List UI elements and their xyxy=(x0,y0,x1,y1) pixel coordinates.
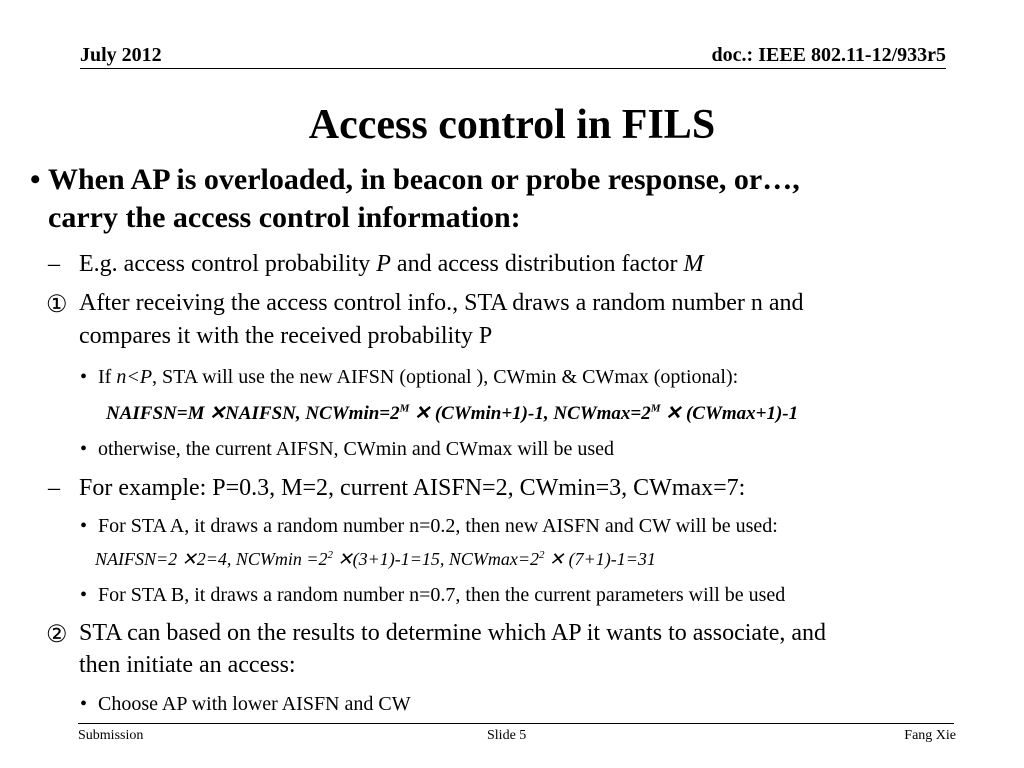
dash-marker: – xyxy=(48,475,60,501)
formula-2-part: ✕(3+1)-1=15, NCWmax=2 xyxy=(333,549,540,569)
header-doc-id: doc.: IEEE 802.11-12/933r5 xyxy=(711,44,946,66)
slide-title: Access control in FILS xyxy=(308,102,716,148)
formula-1-sup: M xyxy=(399,402,410,415)
step1-line2: compares it with the received probability P xyxy=(79,323,493,349)
eg-text-mid: and access distribution factor xyxy=(390,251,684,277)
sta-a-line: For STA A, it draws a random number n=0.2, then new AISFN and CW will be used: xyxy=(98,515,778,537)
footer-submission: Submission xyxy=(78,728,144,743)
formula-1 xyxy=(106,402,798,425)
example-line: For example: P=0.3, M=2, current AISFN=2, CWmin=3, CWmax=7: xyxy=(79,475,746,501)
formula-1-sup: M xyxy=(650,402,661,415)
formula-1-part: ✕ (CWmin+1)-1, NCWmax=2 xyxy=(409,403,651,424)
if-text: If xyxy=(98,366,117,388)
if-line xyxy=(98,366,738,389)
formula-2-part: ✕ (7+1)-1=31 xyxy=(544,549,656,569)
footer-author: Fang Xie xyxy=(904,728,956,743)
eg-var-m: M xyxy=(683,251,704,277)
step1-line1: After receiving the access control info., STA draws a random number n and xyxy=(79,290,804,316)
formula-1-part: NAIFSN=M ✕NAIFSN, NCWmin=2 xyxy=(106,403,400,424)
circled-one-marker: ① xyxy=(46,292,68,318)
dot-marker: • xyxy=(80,584,88,606)
if-text-post: , STA will use the new AIFSN (optional ), CWmin & CWmax (optional): xyxy=(152,366,739,388)
footer-slide-number: Slide 5 xyxy=(487,728,527,743)
eg-text: E.g. access control probability xyxy=(79,251,377,277)
otherwise-line: otherwise, the current AIFSN, CWmin and CWmax will be used xyxy=(98,438,615,460)
header-divider xyxy=(80,68,946,69)
formula-2-sup: 2 xyxy=(327,549,334,561)
step2-line1: STA can based on the results to determine which AP it wants to associate, and xyxy=(79,620,827,646)
formula-2 xyxy=(95,549,656,570)
dot-marker: • xyxy=(80,438,88,460)
footer-divider xyxy=(78,723,954,724)
circled-two-marker: ② xyxy=(46,622,68,648)
choose-line: Choose AP with lower AISFN and CW xyxy=(98,693,411,715)
step2-line2: then initiate an access: xyxy=(79,652,296,678)
bullet-text-line2: carry the access control information: xyxy=(48,201,521,234)
header-date: July 2012 xyxy=(80,44,162,66)
formula-1-part: ✕ (CWmax+1)-1 xyxy=(660,403,799,424)
dash-marker: – xyxy=(48,251,60,277)
eg-line xyxy=(79,251,704,278)
if-condition: n<P xyxy=(116,366,153,388)
dot-marker: • xyxy=(80,515,88,537)
dot-marker: • xyxy=(80,366,88,388)
formula-2-part: NAIFSN=2 ✕2=4, NCWmin =2 xyxy=(95,549,328,569)
formula-2-sup: 2 xyxy=(539,549,545,561)
dot-marker: • xyxy=(80,693,88,715)
sta-b-line: For STA B, it draws a random number n=0.7, then the current parameters will be used xyxy=(98,584,786,606)
eg-var-p: P xyxy=(376,251,391,277)
bullet-text-line1: When AP is overloaded, in beacon or probe response, or…, xyxy=(48,163,800,196)
bullet-marker: • xyxy=(30,163,41,196)
